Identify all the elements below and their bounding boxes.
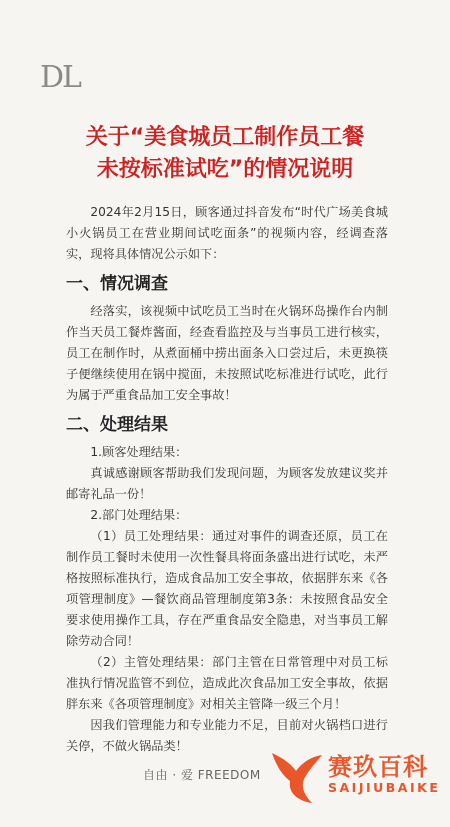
watermark-brand-name: 赛玖百科 [328,753,428,781]
closing-paragraph: 因我们管理能力和专业能力不足，目前对火锅档口进行关停，不做火锅品类！ [66,718,388,753]
customer-result-body: 真诚感谢顾客帮助我们发现问题，为顾客发放建议奖并邮寄礼品一份！ [66,466,388,501]
title-line-2: 未按标准试吃”的情况说明 [96,157,354,182]
intro-paragraph: 2024年2月15日，顾客通过抖音发布“时代广场美食城小火锅员工在营业期间试吃面条”的视频内容，经调查落实，现将具体情况公示如下： [66,205,388,261]
supervisor-result-item: （2）主管处理结果：部门主管在日常管理中对员工标准执行情况监管不到位，造成此次食品加工安全事故，依据胖东来《各项管理制度》对相关主管降一级三个月！ [66,655,388,711]
customer-result-title: 1.顾客处理结果： [90,445,188,459]
fish-tail-icon [268,749,324,807]
company-logo: DL [40,60,80,95]
watermark-logo [268,747,441,807]
page-title [0,122,450,186]
announcement-body [66,202,388,757]
footer-slogan: 自由 · 爱 FREEDOM [143,768,261,782]
department-result-title: 2.部门处理结果： [90,508,188,522]
section-1-body: 经落实，该视频中试吃员工当时在火锅环岛操作台内制作当天员工餐炸酱面，经查看监控及与当事员工进行核实，员工在制作时，从煮面桶中捞出面条入口尝过后，未更换筷子便继续使用在锅中搅面，未按照试吃标准进行试吃，此行为属于严重食品加工安全事故！ [66,304,388,402]
title-line-1: 关于“美食城员工制作员工餐 [85,125,365,150]
employee-result-item: （1）员工处理结果：通过对事件的调查还原，员工在制作员工餐时未使用一次性餐具将面条盛出进行试吃，未严格按照标准执行，造成食品加工安全事故，依据胖东来《各项管理制度》—餐饮商品管理制度第3条：未按照食品安全要求使用操作工具，存在严重食品安全隐患，对当事员工解除劳动合同！ [66,529,388,648]
section-2-heading: 二、处理结果 [66,415,168,435]
watermark-brand-latin: SAIJIUBAIKE [328,780,441,795]
section-1-heading: 一、情况调查 [66,274,168,294]
